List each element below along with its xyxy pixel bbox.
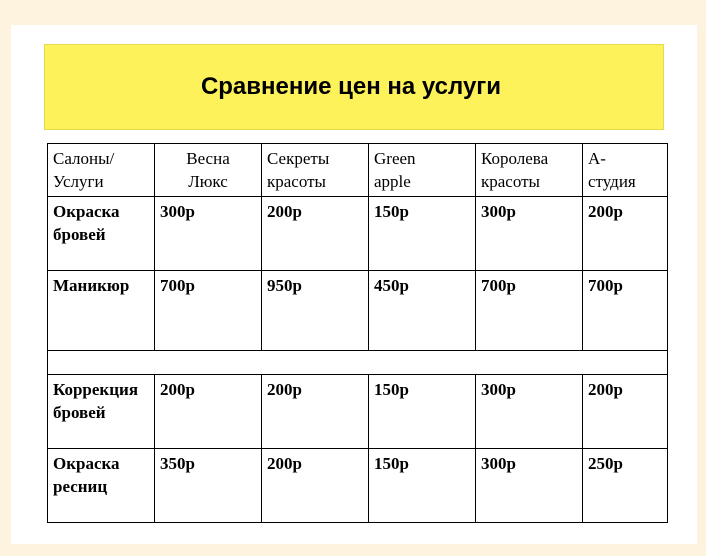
spacer-cell <box>48 351 668 375</box>
price-cell: 700р <box>476 271 583 351</box>
price-cell: 300р <box>155 197 262 271</box>
price-cell: 200р <box>262 449 369 523</box>
price-cell: 250р <box>583 449 668 523</box>
header-label: А- студия <box>588 149 636 191</box>
service-cell <box>48 375 155 449</box>
price-cell: 200р <box>155 375 262 449</box>
price-cell: 200р <box>262 375 369 449</box>
price-cell: 200р <box>583 375 668 449</box>
header-label: Весна Люкс <box>186 149 230 191</box>
table-row <box>48 375 668 449</box>
header-label: Секреты красоты <box>267 149 330 191</box>
price-cell: 150р <box>369 449 476 523</box>
header-cell <box>155 144 262 197</box>
price-comparison-table <box>47 143 668 523</box>
title-banner <box>44 44 664 130</box>
price-cell: 950р <box>262 271 369 351</box>
service-label: Маникюр <box>53 276 130 295</box>
price-cell: 300р <box>476 449 583 523</box>
header-cell <box>476 144 583 197</box>
spacer-row <box>48 351 668 375</box>
price-cell: 700р <box>583 271 668 351</box>
price-cell: 150р <box>369 197 476 271</box>
table-row <box>48 449 668 523</box>
header-cell <box>262 144 369 197</box>
price-cell: 450р <box>369 271 476 351</box>
header-cell <box>583 144 668 197</box>
table-header-row <box>48 144 668 197</box>
header-label: Салоны/ Услуги <box>53 149 115 191</box>
table-row <box>48 197 668 271</box>
price-cell: 300р <box>476 197 583 271</box>
service-cell <box>48 271 155 351</box>
header-cell <box>369 144 476 197</box>
service-label: Окраска бровей <box>53 202 120 244</box>
page-title: Сравнение цен на услуги <box>200 73 502 100</box>
header-label: Королева красоты <box>481 149 549 191</box>
service-label: Окраска ресниц <box>53 454 120 496</box>
price-cell: 700р <box>155 271 262 351</box>
header-label: Green apple <box>374 149 416 191</box>
service-cell <box>48 449 155 523</box>
header-cell <box>48 144 155 197</box>
price-cell: 200р <box>262 197 369 271</box>
price-cell: 300р <box>476 375 583 449</box>
table-row <box>48 271 668 351</box>
service-label: Коррекция бровей <box>53 380 139 422</box>
price-cell: 350р <box>155 449 262 523</box>
price-cell: 200р <box>583 197 668 271</box>
price-cell: 150р <box>369 375 476 449</box>
service-cell <box>48 197 155 271</box>
